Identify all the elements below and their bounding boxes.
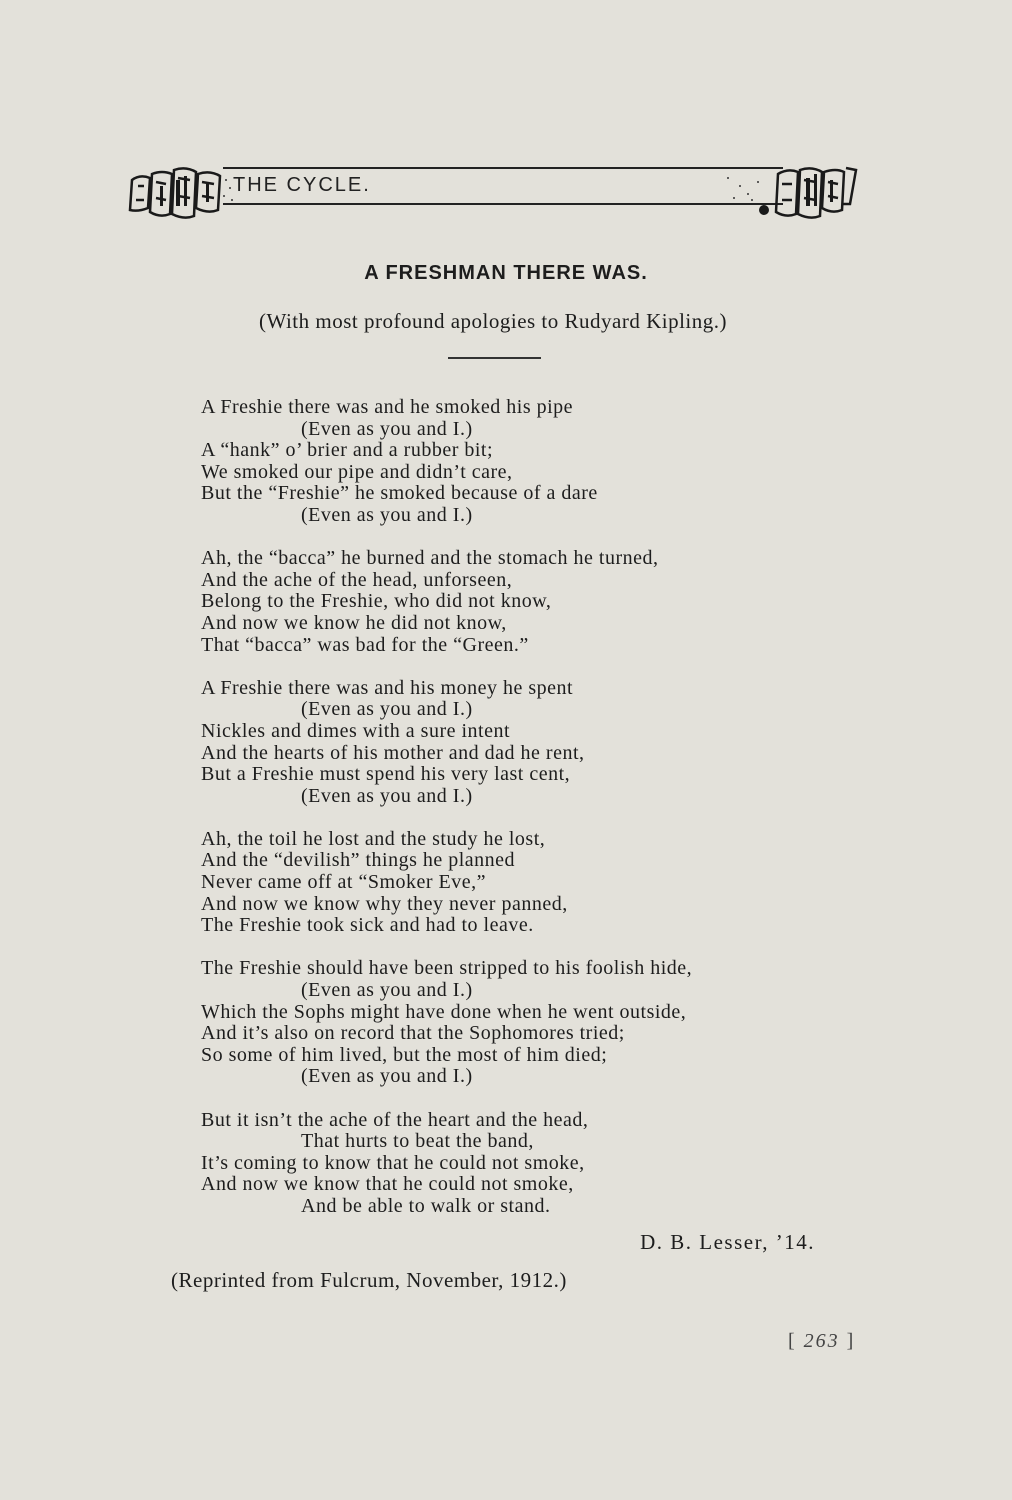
stanza-2	[201, 548, 821, 656]
page-number: [ 263 ]	[788, 1330, 856, 1352]
poem-body	[201, 397, 821, 1239]
poem-line: The Freshie took sick and had to leave.	[201, 914, 534, 937]
poem-line: (Even as you and I.)	[301, 698, 473, 721]
poem-line: And the hearts of his mother and dad he rent,	[201, 741, 585, 764]
poem-line: (Even as you and I.)	[301, 417, 473, 440]
poem-line: And be able to walk or stand.	[301, 1194, 551, 1217]
reprint-note: (Reprinted from Fulcrum, November, 1912.)	[171, 1268, 567, 1292]
stanza-3	[201, 678, 821, 808]
poem-line: Which the Sophs might have done when he went outside,	[201, 1000, 687, 1023]
poem-line: A Freshie there was and his money he spent	[201, 676, 574, 699]
poem-line: And it’s also on record that the Sophomores tried;	[201, 1022, 625, 1045]
poem-line: And now we know that he could not smoke,	[201, 1173, 574, 1196]
poem-line: The Freshie should have been stripped to his foolish hide,	[201, 957, 693, 980]
title-divider	[448, 357, 541, 359]
poem-line: But a Freshie must spend his very last cent,	[201, 763, 571, 786]
poem-line: That hurts to beat the band,	[301, 1130, 534, 1153]
poem-line: We smoked our pipe and didn’t care,	[201, 460, 513, 483]
stanza-5	[201, 958, 821, 1088]
poem-line: But the “Freshie” he smoked because of a dare	[201, 482, 598, 505]
poem-line: And the ache of the head, unforseen,	[201, 568, 513, 591]
running-header-banner	[128, 160, 858, 222]
poem-line: A “hank” o’ brier and a rubber bit;	[201, 439, 494, 462]
poem-line: It’s coming to know that he could not smoke,	[201, 1151, 585, 1174]
poem-line: Never came off at “Smoker Eve,”	[201, 871, 487, 894]
poem-subtitle: (With most profound apologies to Rudyard Kipling.)	[258, 309, 728, 333]
poem-line: Belong to the Freshie, who did not know,	[201, 590, 552, 613]
poem-line: But it isn’t the ache of the heart and the head,	[201, 1108, 589, 1131]
stanza-6	[201, 1110, 821, 1218]
poem-line: And the “devilish” things he planned	[201, 849, 516, 872]
poem-line: So some of him lived, but the most of him died;	[201, 1043, 608, 1066]
poem-line: (Even as you and I.)	[301, 503, 473, 526]
running-title: THE CYCLE.	[233, 174, 371, 196]
stanza-1	[201, 397, 821, 527]
poem-line: And now we know why they never panned,	[201, 892, 568, 915]
poem-line: Ah, the toil he lost and the study he lost,	[201, 827, 546, 850]
page-number-value: 263	[803, 1330, 840, 1352]
poem-line: A Freshie there was and he smoked his pipe	[201, 396, 574, 418]
poem-line: Nickles and dimes with a sure intent	[201, 719, 511, 742]
poem-title: A FRESHMAN THERE WAS.	[364, 262, 648, 284]
poem-line: And now we know he did not know,	[201, 611, 507, 634]
poem-line: (Even as you and I.)	[301, 979, 473, 1002]
stanza-4	[201, 829, 821, 937]
author-signature: D. B. Lesser, ’14.	[640, 1230, 815, 1254]
poem-line: (Even as you and I.)	[301, 784, 473, 807]
poem-line: (Even as you and I.)	[301, 1065, 473, 1088]
poem-line: Ah, the “bacca” he burned and the stomach he turned,	[201, 547, 659, 570]
poem-line: That “bacca” was bad for the “Green.”	[201, 633, 529, 656]
